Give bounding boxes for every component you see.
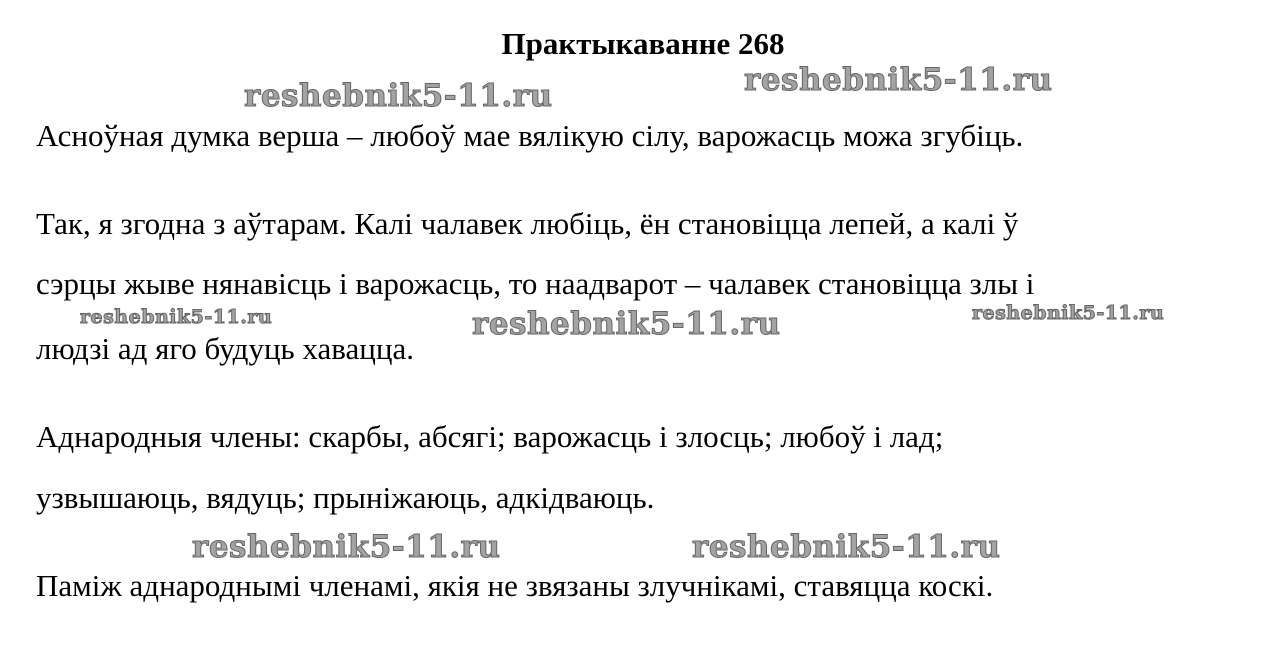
homogeneous-members-line-1: Аднародныя члены: скарбы, абсягі; варожасць і злосць; любоў і лад; [36, 419, 944, 454]
homogeneous-members-line-2: узвышаюць, вядуць; прыніжаюць, адкідваюць. [36, 480, 655, 515]
main-idea-text: Асноўная думка верша – любоў мае вялікую сілу, варожасць можа згубіць. [36, 118, 1024, 153]
opinion-text-line-2: сэрцы жыве нянавісць і варожасць, то наадварот – чалавек становіцца злы і [36, 266, 1035, 301]
punctuation-rule-text: Паміж аднароднымі членамі, якія не звязаны злучнікамі, ставяцца коскі. [36, 568, 994, 603]
opinion-text-line-3: людзі ад яго будуць хавацца. [36, 331, 414, 366]
watermark-logo: reshebnik5-11.ru [472, 306, 781, 342]
watermark-logo: reshebnik5-11.ru [192, 529, 501, 565]
watermark-logo: reshebnik5-11.ru [744, 62, 1053, 98]
page-title: Практыкаванне 268 [501, 26, 785, 61]
watermark-logo: reshebnik5-11.ru [972, 302, 1165, 324]
watermark-logo: reshebnik5-11.ru [692, 529, 1001, 565]
watermark-logo: reshebnik5-11.ru [244, 78, 553, 114]
watermark-logo: reshebnik5-11.ru [80, 306, 273, 328]
opinion-text-line-1: Так, я згодна з аўтарам. Калі чалавек любіць, ён становіцца лепей, а калі ў [36, 206, 1019, 241]
